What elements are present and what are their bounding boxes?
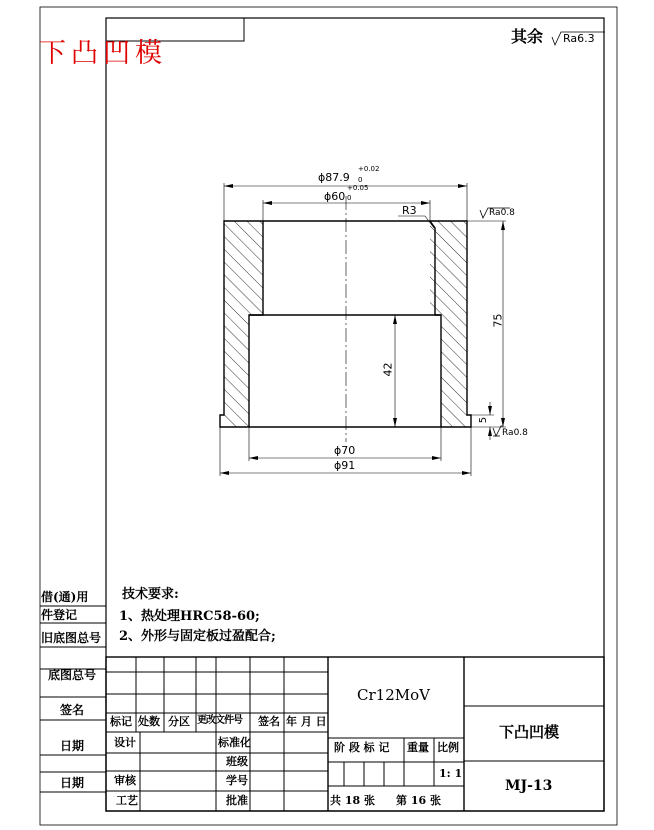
left-wall-section	[224, 221, 263, 427]
dim-roughness-top: Ra0.8	[489, 208, 515, 218]
dim-roughness-bottom: Ra0.8	[502, 428, 528, 438]
rev-header-date: 年 月 日	[286, 715, 327, 728]
rev-header-doc: 更改文件号	[197, 715, 242, 726]
side-signature: 签名	[60, 703, 85, 717]
dim-step-height: 5	[478, 416, 490, 424]
drawing-frame	[106, 18, 604, 811]
scale-value: 1: 1	[439, 767, 463, 780]
roughness-symbols	[480, 32, 605, 436]
dim-bore-diameter: ϕ60	[324, 190, 346, 203]
label-stage-mark: 阶 段 标 记	[334, 741, 390, 754]
label-scale: 比例	[437, 741, 459, 754]
bore-outline	[249, 221, 441, 427]
notes-heading: 技术要求:	[122, 587, 179, 602]
dim-flange-diameter: ϕ91	[334, 459, 356, 472]
dim-counterbore-depth: 42	[381, 362, 395, 377]
label-review: 审核	[114, 774, 136, 787]
notes-item-2: 2、外形与固定板过盈配合;	[119, 629, 276, 644]
rev-header-zone: 分区	[168, 715, 190, 728]
label-class: 班级	[226, 755, 248, 768]
rev-header-sign: 签名	[258, 715, 280, 728]
label-approve: 批准	[226, 794, 248, 807]
label-student-no: 学号	[226, 774, 248, 787]
side-used-for: 借(通)用	[41, 590, 89, 604]
label-design: 设计	[114, 736, 136, 749]
notes-item-1: 1、热处理HRC58-60;	[119, 609, 260, 624]
sheet-number: 第 16 张	[396, 794, 441, 807]
part-name: 下凸凹模	[499, 723, 560, 741]
label-standardization: 标准化	[218, 736, 251, 749]
material: Cr12MoV	[357, 686, 430, 704]
drawing-no: MJ-13	[505, 778, 553, 794]
dim-counterbore-diameter: ϕ70	[334, 444, 356, 457]
dim-outer-tol-upper: +0.02	[358, 165, 380, 173]
label-process: 工艺	[116, 794, 138, 807]
dim-outer-tol-lower: 0	[358, 176, 363, 184]
side-old-drawing-no: 旧底图总号	[41, 631, 102, 645]
dim-fillet-radius: R3	[402, 204, 417, 217]
side-base-drawing-no: 底图总号	[48, 668, 97, 682]
dim-height-total: 75	[491, 313, 505, 328]
sheets-total: 共 18 张	[330, 794, 375, 807]
roughness-other-value: Ra6.3	[563, 32, 595, 45]
dim-bore-tol-upper: +0.05	[347, 184, 369, 192]
rev-header-count: 处数	[138, 715, 160, 728]
rev-header-mark: 标记	[110, 715, 132, 728]
dim-outer-diameter: ϕ87.9	[318, 171, 350, 184]
side-date-2: 日期	[60, 776, 85, 790]
red-title: 下凸凹模	[39, 38, 167, 69]
roughness-other-label: 其余	[511, 27, 544, 46]
side-date-1: 日期	[60, 739, 85, 753]
label-weight: 重量	[407, 741, 429, 754]
side-registration: 件登记	[41, 608, 78, 622]
dim-bore-tol-lower: 0	[347, 194, 352, 202]
part-section	[220, 196, 471, 442]
